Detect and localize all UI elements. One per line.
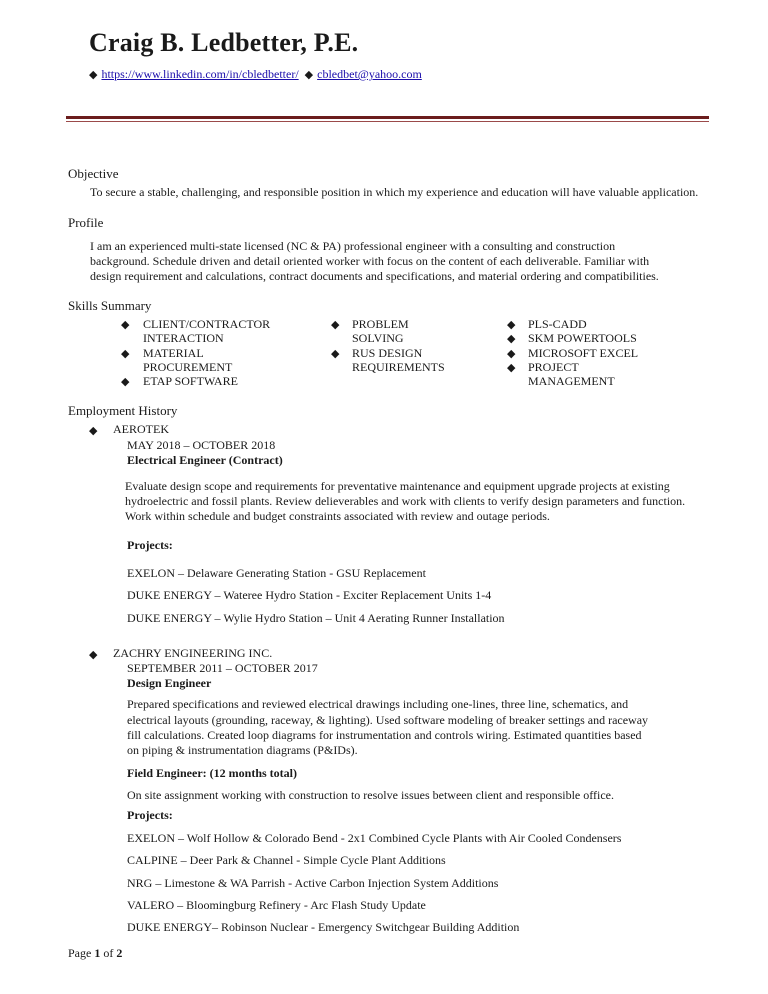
job-title: Design Engineer xyxy=(127,676,212,690)
skill-item: PROBLEM xyxy=(352,317,409,331)
header-divider xyxy=(66,116,709,119)
profile-line: I am an experienced multi-state licensed (NC & PA) professional engineer with a consulting and construction xyxy=(90,239,616,253)
project-item: EXELON – Wolf Hollow & Colorado Bend - 2x1 Combined Cycle Plants with Air Cooled Condensers xyxy=(127,831,622,845)
job-desc-line: Work within schedule and budget constraints associated with review and outage periods. xyxy=(125,509,550,523)
skill-bullet-icon: ◆ xyxy=(331,348,340,360)
skill-bullet-icon: ◆ xyxy=(121,348,130,360)
skill-item: CLIENT/CONTRACTOR xyxy=(143,317,271,331)
skill-item: SOLVING xyxy=(352,331,404,345)
company-name: AEROTEK xyxy=(113,422,169,436)
job-title: Electrical Engineer (Contract) xyxy=(127,453,283,467)
bullet-diamond-icon: ◆ xyxy=(89,69,98,81)
job-desc-line: Prepared specifications and reviewed electrical drawings including one-lines, three line, schematics, and xyxy=(127,697,629,711)
job-desc-line: on piping & instrumentation diagrams (P&IDs). xyxy=(127,743,358,757)
skill-bullet-icon: ◆ xyxy=(507,362,516,374)
field-title: Field Engineer: (12 months total) xyxy=(127,766,297,780)
email-link[interactable]: cbledbet@yahoo.com xyxy=(317,67,422,81)
page-word: Page xyxy=(68,946,95,960)
skill-item: MANAGEMENT xyxy=(528,374,615,388)
objective-heading: Objective xyxy=(68,166,119,181)
page-number xyxy=(68,946,122,961)
page-current: 1 xyxy=(94,946,101,960)
skill-item: SKM POWERTOOLS xyxy=(528,331,637,345)
of-word: of xyxy=(100,946,117,960)
skill-item: INTERACTION xyxy=(143,331,224,345)
job-dates: SEPTEMBER 2011 – OCTOBER 2017 xyxy=(127,661,318,675)
profile-line: background. Schedule driven and detail oriented worker with focus on the content of each deliverable. Familiar with xyxy=(90,254,650,268)
skill-item: PLS-CADD xyxy=(528,317,587,331)
skill-item: MICROSOFT EXCEL xyxy=(528,346,639,360)
job-bullet-icon: ◆ xyxy=(89,425,98,437)
page-total: 2 xyxy=(116,946,123,960)
skill-item: PROCUREMENT xyxy=(143,360,233,374)
field-desc: On site assignment working with construction to resolve issues between client and responsible office. xyxy=(127,788,615,802)
skill-bullet-icon: ◆ xyxy=(331,319,340,331)
skill-item: RUS DESIGN xyxy=(352,346,423,360)
skill-item: PROJECT xyxy=(528,360,579,374)
profile-line: design requirement and calculations, contract documents and specifications, and material ordering and compatibilities. xyxy=(90,269,659,283)
contact-line xyxy=(89,67,422,82)
job-desc-line: Evaluate design scope and requirements for preventative maintenance and equipment upgrade projects at existing xyxy=(125,479,670,493)
company-name: ZACHRY ENGINEERING INC. xyxy=(113,646,273,660)
skill-bullet-icon: ◆ xyxy=(507,333,516,345)
project-item: DUKE ENERGY– Robinson Nuclear - Emergency Switchgear Building Addition xyxy=(127,920,520,934)
employment-heading: Employment History xyxy=(68,403,178,418)
skill-bullet-icon: ◆ xyxy=(121,319,130,331)
bullet-diamond-icon: ◆ xyxy=(304,69,314,81)
skill-item: MATERIAL xyxy=(143,346,204,360)
job-dates: MAY 2018 – OCTOBER 2018 xyxy=(127,438,276,452)
skills-heading: Skills Summary xyxy=(68,298,152,313)
projects-label: Projects: xyxy=(127,808,173,822)
skill-bullet-icon: ◆ xyxy=(507,348,516,360)
skill-item: ETAP SOFTWARE xyxy=(143,374,238,388)
skill-bullet-icon: ◆ xyxy=(121,376,130,388)
header-divider-thin xyxy=(66,121,709,122)
project-item: CALPINE – Deer Park & Channel - Simple Cycle Plant Additions xyxy=(127,853,446,867)
job-bullet-icon: ◆ xyxy=(89,649,98,661)
linkedin-link[interactable]: https://www.linkedin.com/in/cbledbetter/ xyxy=(101,67,299,81)
job-desc-line: hydroelectric and fossil plants. Review delieverables and work with clients to verify design parameters and function. xyxy=(125,494,686,508)
project-item: EXELON – Delaware Generating Station - GSU Replacement xyxy=(127,566,426,580)
project-item: VALERO – Bloomingburg Refinery - Arc Flash Study Update xyxy=(127,898,426,912)
objective-text: To secure a stable, challenging, and responsible position in which my experience and education will have valuable application. xyxy=(90,185,699,199)
job-desc-line: fill calculations. Created loop diagrams for instrumentation and controls wiring. Estimated quantities based xyxy=(127,728,642,742)
project-item: NRG – Limestone & WA Parrish - Active Carbon Injection System Additions xyxy=(127,876,499,890)
skill-item: REQUIREMENTS xyxy=(352,360,445,374)
project-item: DUKE ENERGY – Wylie Hydro Station – Unit 4 Aerating Runner Installation xyxy=(127,611,505,625)
project-item: DUKE ENERGY – Wateree Hydro Station - Exciter Replacement Units 1-4 xyxy=(127,588,492,602)
job-desc-line: electrical layouts (grounding, raceway, & lighting). Used software modeling of breaker settings and raceway xyxy=(127,713,649,727)
candidate-name: Craig B. Ledbetter, P.E. xyxy=(89,28,359,57)
projects-label: Projects: xyxy=(127,538,173,552)
profile-heading: Profile xyxy=(68,215,104,230)
skill-bullet-icon: ◆ xyxy=(507,319,516,331)
